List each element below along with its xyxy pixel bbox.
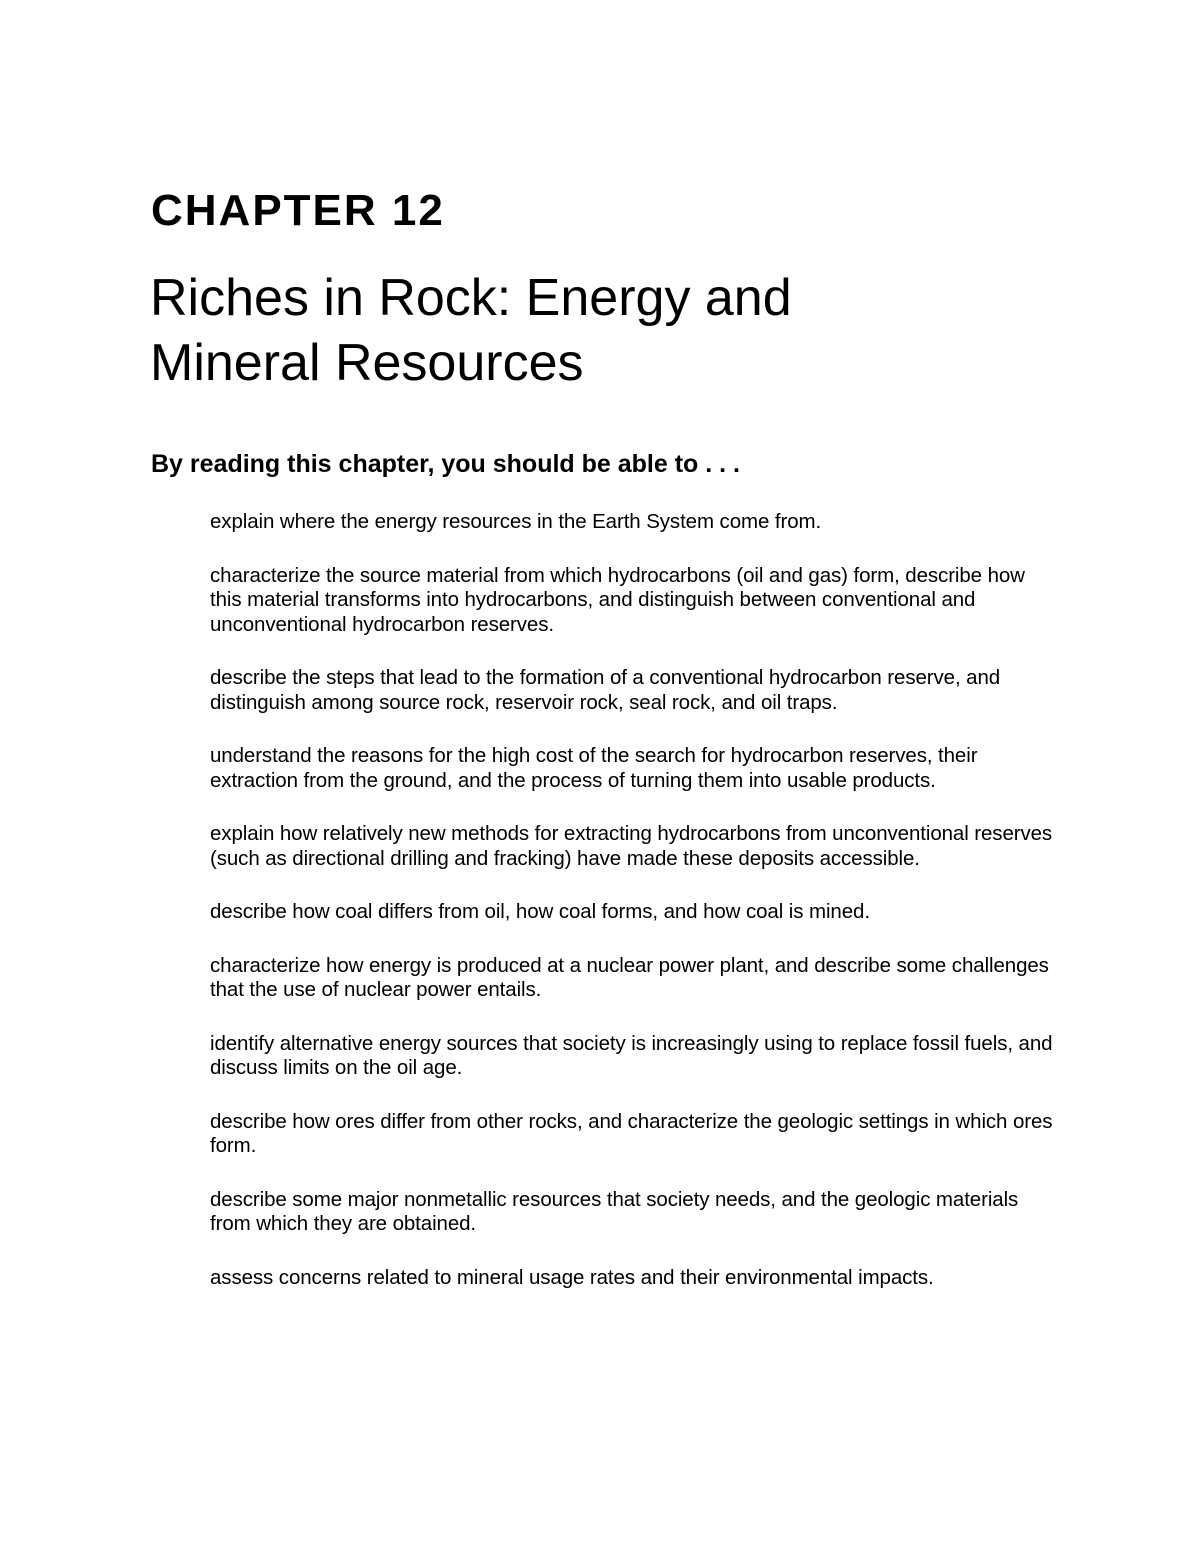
learning-objectives-heading: By reading this chapter, you should be able to . . . [151, 450, 740, 478]
objective-item: describe the steps that lead to the formation of a conventional hydrocarbon reserve, and distinguish among source rock, reservoir rock, seal rock, and oil traps. [210, 666, 1001, 714]
objective-item: explain how relatively new methods for extracting hydrocarbons from unconventional reserves (such as directional drilling and fracking) have made these deposits accessible. [210, 822, 1053, 870]
objective-item: understand the reasons for the high cost of the search for hydrocarbon reserves, their extraction from the ground, and the process of turning them into usable products. [210, 744, 978, 792]
chapter-title [150, 266, 1050, 396]
objective-item: characterize the source material from which hydrocarbons (oil and gas) form, describe how this material transforms into hydrocarbons, and distinguish between conventional and unconventional hydrocarbon reserves. [210, 563, 1025, 636]
learning-objectives-list [210, 510, 1060, 1319]
objective-item: describe how coal differs from oil, how coal forms, and how coal is mined. [210, 900, 870, 923]
chapter-title-line-1: Riches in Rock: Energy and [150, 269, 792, 327]
objective-item: assess concerns related to mineral usage rates and their environmental impacts. [210, 1265, 934, 1289]
objective-item: describe how ores differ from other rocks, and characterize the geologic settings in which ores form. [210, 1109, 1053, 1157]
objective-item: describe some major nonmetallic resources that society needs, and the geologic materials from which they are obtained. [210, 1187, 1019, 1235]
objective-item: explain where the energy resources in the Earth System come from. [210, 510, 822, 533]
chapter-title-line-2: Mineral Resources [150, 334, 584, 392]
objective-item: identify alternative energy sources that society is increasingly using to replace fossil fuels, and discuss limits on the oil age. [210, 1031, 1053, 1079]
chapter-number: CHAPTER 12 [151, 186, 445, 235]
objective-item: characterize how energy is produced at a nuclear power plant, and describe some challenges that the use of nuclear power entails. [210, 953, 1049, 1001]
